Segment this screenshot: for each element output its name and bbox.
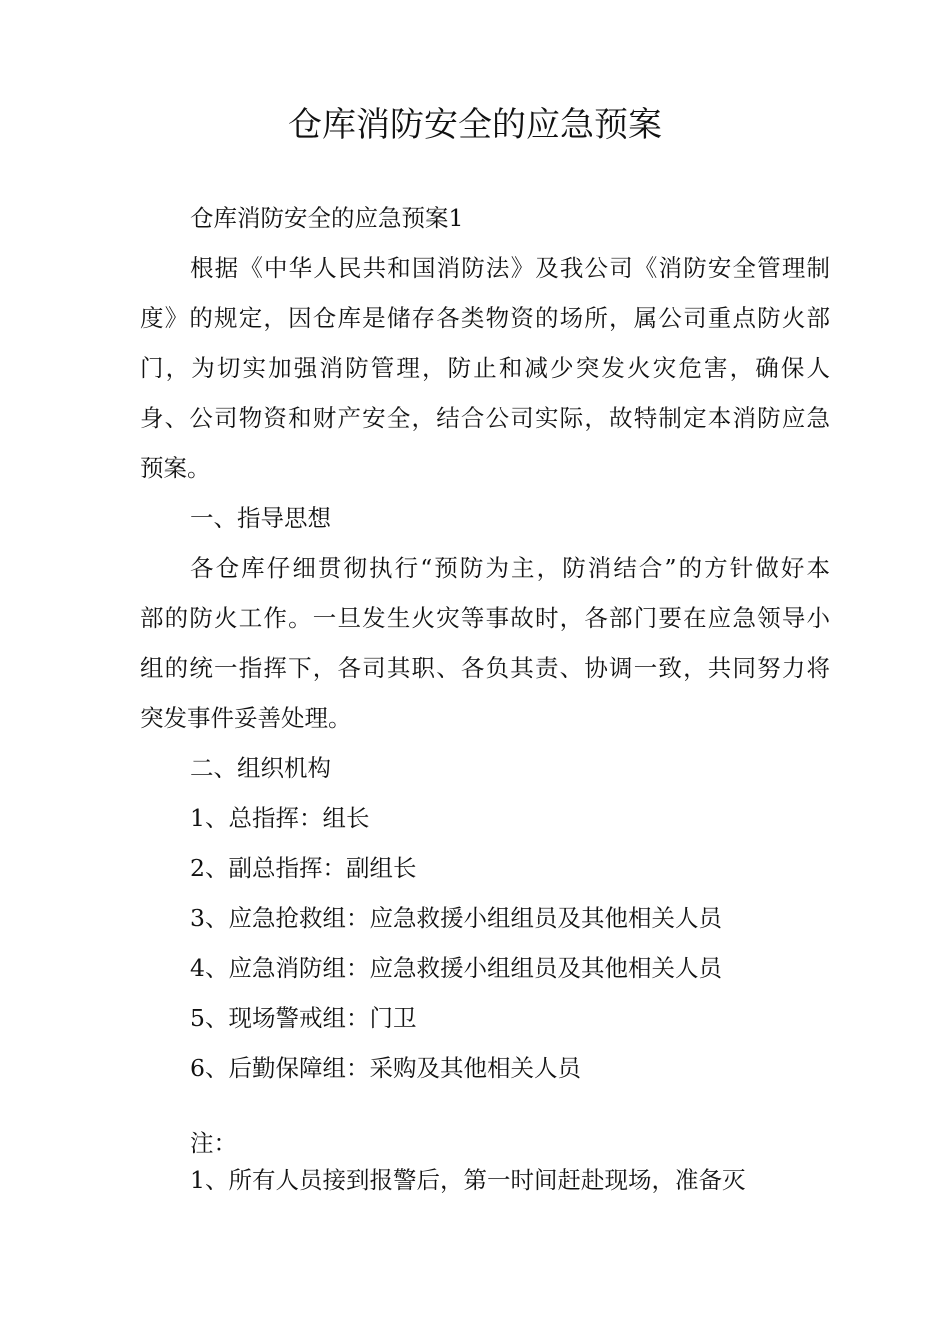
section-heading-guiding-thought: 一、指导思想 bbox=[190, 504, 331, 532]
section1-line-1: 各仓库仔细贯彻执行“预防为主，防消结合”的方针做好本 bbox=[190, 554, 830, 582]
org-item: 5、现场警戒组：门卫 bbox=[190, 1004, 417, 1032]
intro-line-1: 根据《中华人民共和国消防法》及我公司《消防安全管理制 bbox=[190, 254, 830, 282]
org-item: 3、应急抢救组：应急救援小组组员及其他相关人员 bbox=[190, 904, 722, 932]
note-label: 注： bbox=[190, 1129, 237, 1157]
org-item: 4、应急消防组：应急救援小组组员及其他相关人员 bbox=[190, 954, 722, 982]
document-title: 仓库消防安全的应急预案 bbox=[288, 105, 662, 145]
org-item: 6、后勤保障组：采购及其他相关人员 bbox=[190, 1054, 581, 1082]
document-subtitle: 仓库消防安全的应急预案1 bbox=[190, 204, 464, 232]
org-item: 2、副总指挥：副组长 bbox=[190, 854, 417, 882]
intro-line-3: 门，为切实加强消防管理，防止和减少突发火灾危害，确保人 bbox=[140, 354, 830, 382]
section1-line-3: 组的统一指挥下，各司其职、各负其责、协调一致，共同努力将 bbox=[140, 654, 830, 682]
intro-line-5: 预案。 bbox=[140, 454, 211, 482]
intro-line-4: 身、公司物资和财产安全，结合公司实际，故特制定本消防应急 bbox=[140, 404, 830, 432]
intro-line-2: 度》的规定，因仓库是储存各类物资的场所，属公司重点防火部 bbox=[140, 304, 830, 332]
section-heading-organization: 二、组织机构 bbox=[190, 754, 331, 782]
section1-line-2: 部的防火工作。一旦发生火灾等事故时，各部门要在应急领导小 bbox=[140, 604, 830, 632]
section1-line-4: 突发事件妥善处理。 bbox=[140, 704, 352, 732]
org-item: 1、总指挥：组长 bbox=[190, 804, 370, 832]
note-line-1: 1、所有人员接到报警后，第一时间赶赴现场，准备灭 bbox=[190, 1166, 746, 1194]
